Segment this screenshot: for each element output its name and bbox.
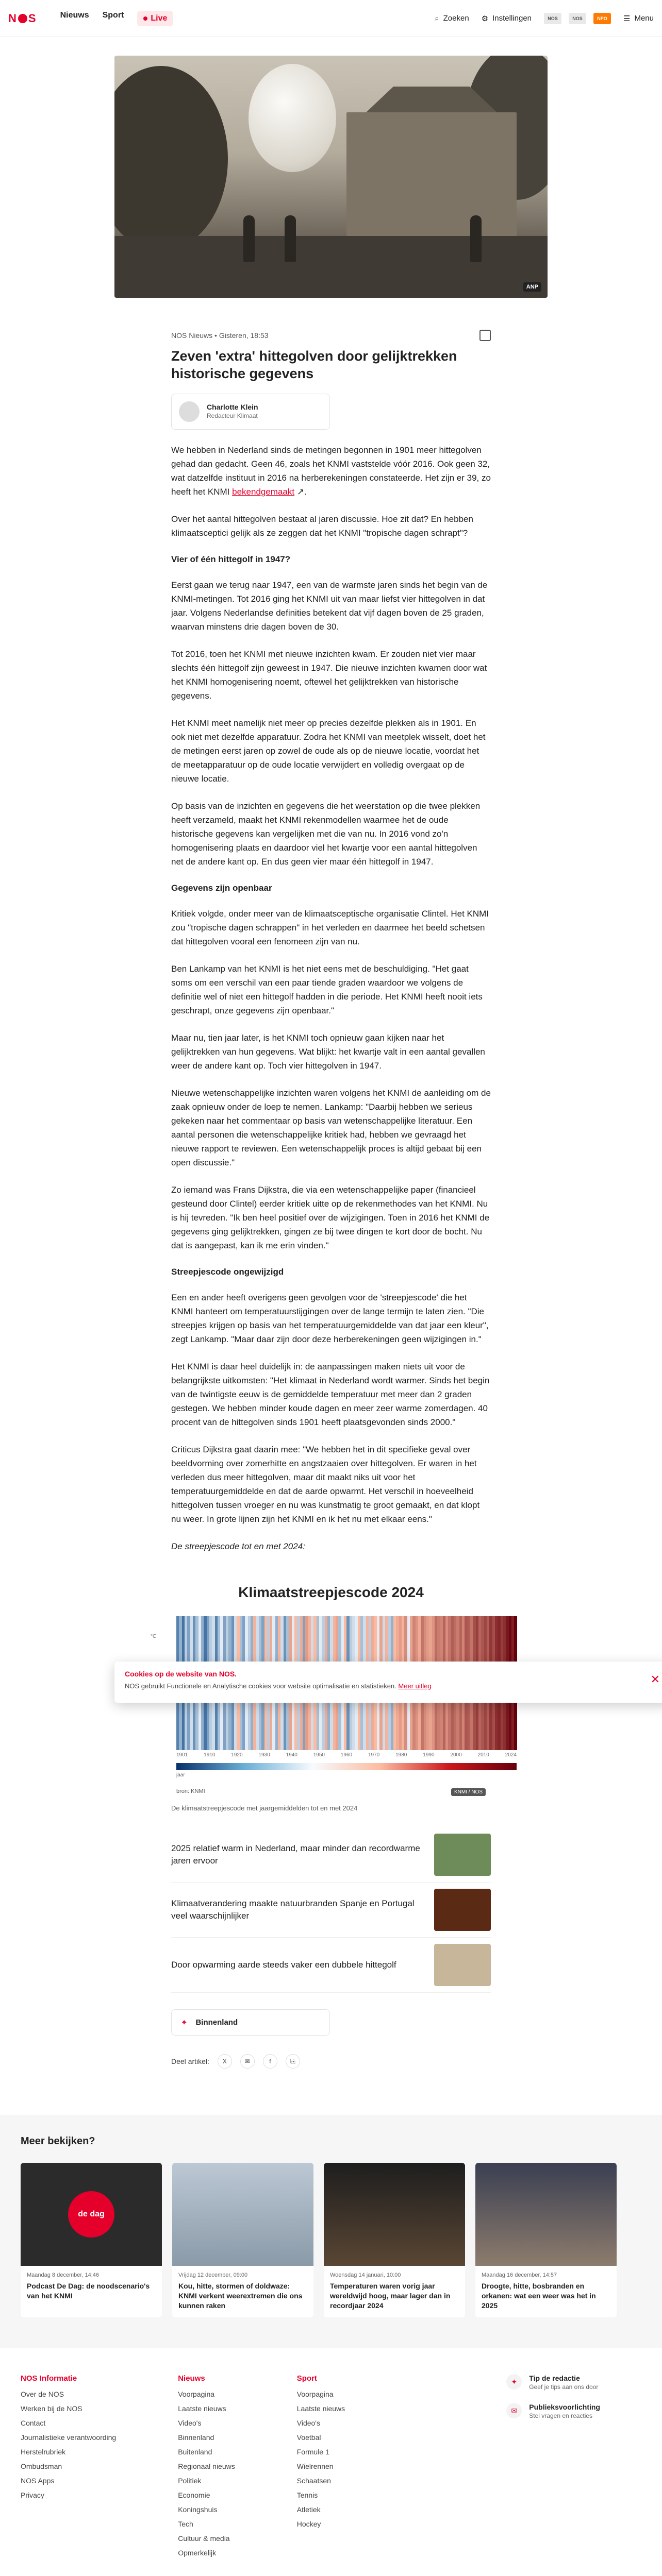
related-title: 2025 relatief warm in Nederland, maar minder dan recordwarme jaren ervoor: [171, 1843, 420, 1866]
subheading: Streepjescode ongewijzigd: [171, 1267, 284, 1277]
more-section: [0, 2115, 662, 2348]
site-footer: [0, 2348, 662, 2576]
more-card[interactable]: [172, 2163, 313, 2317]
menu-button[interactable]: ☰ Menu: [623, 14, 654, 23]
footer-link[interactable]: Video's: [178, 2419, 202, 2427]
chart-badge: KNMI / NOS: [451, 1788, 486, 1796]
paragraph: De streepjescode tot en met 2024:: [171, 1541, 305, 1551]
hero-photo: [114, 56, 548, 298]
footer-link[interactable]: Formule 1: [296, 2448, 329, 2456]
cookie-more-link[interactable]: Meer uitleg: [398, 1682, 432, 1690]
footer-link[interactable]: Werken bij de NOS: [21, 2404, 82, 2413]
cookie-text: NOS gebruikt Functionele en Analytische cookies voor website optimalisatie en statistieken.: [125, 1682, 396, 1690]
footer-link[interactable]: Ombudsman: [21, 2462, 62, 2470]
footer-link[interactable]: Laatste nieuws: [296, 2404, 345, 2413]
paragraph: Kritiek volgde, onder meer van de klimaatsceptische organisatie Clintel. Het KNMI zou "tropische dagen schrappen" in het verleden en daarmee het beeld schetsen dat hittegolven vooral een fenomeen zijn van nu.: [171, 909, 489, 946]
footer-link[interactable]: Binnenland: [178, 2433, 214, 2442]
paragraph: Zo iemand was Frans Dijkstra, die via een wetenschappelijke paper (financieel gesteund door Clintel) eerder kritiek uitte op de rekenmethodes van het KNMI. Nu is hij tevreden. "Ik ben heel positief over de wijzigingen. Toen in 2016 het KNMI de gegevens ging gelijktrekken, gingen ze bij twee dingen te kort door de bocht. Nu dat is aangepast, kan ik me erin vinden.": [171, 1185, 490, 1250]
footer-link[interactable]: Voorpagina: [296, 2390, 334, 2398]
color-legend: [176, 1763, 517, 1770]
nos-logo[interactable]: N S: [8, 11, 37, 25]
climate-stripes-chart: [114, 1584, 660, 1796]
ground-shape: [114, 236, 548, 298]
x-tick: 2010: [477, 1752, 489, 1758]
cookie-banner: [114, 1662, 662, 1703]
footer-column-title: Sport: [296, 2374, 317, 2383]
chart-caption: De klimaatstreepjescode met jaargemiddelden tot en met 2024: [171, 1804, 358, 1812]
gear-icon: ⚙: [481, 14, 489, 23]
footer-link[interactable]: Herstelrubriek: [21, 2448, 66, 2456]
card-title: Kou, hitte, stormen of doldwaze: KNMI verkent weerextremen die ons kunnen raken: [178, 2282, 303, 2310]
card-image: [324, 2163, 465, 2266]
paragraph: Een en ander heeft overigens geen gevolgen voor de 'streepjescode' die het KNMI hanteert om temperatuurstijgingen over de lange termijn te laten zien. "Die streepjes krijgen op basis van het temperatuurgemiddelde van dat jaar een kleur", zegt Lankamp. "Maar daar zijn door deze herberekeningen geen wijzigingen in.": [171, 1293, 489, 1344]
more-card[interactable]: [324, 2163, 465, 2317]
footer-link[interactable]: Voetbal: [296, 2433, 321, 2442]
chart-footer: [114, 1788, 548, 1796]
footer-link[interactable]: Video's: [296, 2419, 320, 2427]
footer-link[interactable]: Wielrennen: [296, 2462, 334, 2470]
footer-link[interactable]: NOS Apps: [21, 2477, 55, 2485]
card-title: Podcast De Dag: de noodscenario's van het KNMI: [27, 2282, 150, 2300]
publieksvoorlichting-link[interactable]: [506, 2403, 600, 2419]
footer-link[interactable]: Hockey: [296, 2520, 321, 2528]
email-share-icon[interactable]: ✉: [240, 2054, 255, 2069]
article-body: We hebben in Nederland sinds de metingen begonnen in 1901 meer hittegolven gehad dan gedacht. Geen 46, zoals het KNMI vaststelde vóór 2016. Ook geen 32, wat datzelfde instituut in 2016 na herberekeningen constateerde. Het zijn er 39, zo heeft het KNMI bekendgemaakt ↗. Over het aantal hittegolven bestaat al jaren discussie. Hoe zit dat? En hebben klimaatsceptici gelijk als ze zeggen dat het KNMI "tropische dagen schrapt"? Vier of één hittegolf in 1947? Eerst gaan we terug naar 1947, een van de warmste jaren sinds het begin van de KNMI-metingen. Tot 2016 ging het KNMI uit van maar liefst vier hittegolven in dat jaar. Volgens Nederlandse definities betekent dat vijf dagen boven de 25 graden, waarvan minstens drie dagen boven de 30. Tot 2016, toen het KNMI met nieuwe inzichten kwam. Er zouden niet vier maar slechts één hittegolf zijn geweest in 1947. Die nieuwe inzichten kwamen door wat het KNMI homogenisering noemt, oftewel het gelijktrekken van historische gegevens. Het KNMI meet namelijk niet meer op precies dezelfde plekken als in 1901. En ook niet met dezelfde apparatuur. Zodra het KNMI van meetplek wisselt, doet het de metingen eerst jaren op zowel de oude als op de nieuwe locatie, voordat het de meetapparatuur op de oude locatie verwijdert en volledig overgaat op de nieuwe locatie. Op basis van de inzichten en gegevens die het weerstation op die twee plekken heeft verzameld, maakt het KNMI rekenmodellen waarmee het de oude historische gegevens kan vergelijken met die van nu. In 2016 vond zo'n homogenisering plaats en daardoor viel het kwartje voor een aantal hittegolven net de andere kant op. En dus geen vier maar één hittegolf in 1947. Gegevens zijn openbaar Kritiek volgde, onder meer van de klimaatsceptische organisatie Clintel. Het KNMI zou "tropische dagen schrappen" in het verleden en daarmee het beeld schetsen dat hittegolven vooral een fenomeen zijn van nu. Ben Lankamp van het KNMI is het niet eens met de beschuldiging. "Het gaat soms om een verschil van een paar tiende graden waardoor we volgens de definitie wel of niet een hittegolf hadden in die periode. Het KNMI heeft nooit iets geschrapt, onze gegevens zijn openbaar." Maar nu, tien jaar later, is het KNMI toch opnieuw gaan kijken naar het gelijktrekken van hun gegevens. Wat blijkt: het kwartje valt in een aantal gevallen weer de andere kant op. Toch vier hittegolven in 1947. Nieuwe wetenschappelijke inzichten waren volgens het KNMI de aanleiding om de zaak opnieuw onder de loep te nemen. Lankamp: "Daarbij hebben we serieus gekeken naar het commentaar op basis van wetenschappelijke literatuur. Een aantal personen die wetenschappelijke kritiek had, hebben we gevraagd het nieuwe rapport te reviewen. Een wetenschappelijk proces is altijd gebaat bij een open discussie." Zo iemand was Frans Dijkstra, die via een wetenschappelijke paper (financieel gesteund door Clintel) eerder kritiek uitte op de rekenmethodes van het KNMI. Nu is hij tevreden. "Ik ben heel positief over de wijzigingen. Toen in 2016 het KNMI de gegevens ging gelijktrekken, gingen ze bij twee dingen te kort door de bocht. Nu dat is aangepast, kan ik me erin vinden." Streepjescode ongewijzigd Een en ander heeft overigens geen gevolgen voor de 'streepjescode' die het KNMI hanteert om temperatuurstijgingen over de lange termijn te laten zien. "Die streepjes krijgen op basis van het temperatuurgemiddelde van dat jaar een kleur", zegt Lankamp. "Maar daar zijn door deze herberekeningen geen wijzigingen in." Het KNMI is daar heel duidelijk in: de aanpassingen maken niets uit voor de belangrijkste uitkomsten: "Het klimaat in Nederland wordt warmer. Sinds het begin van de twintigste eeuw is de gemiddelde temperatuur met meer dan 2 graden gestegen. We hebben minder koude dagen en meer zeer warme zomerdagen. 40 procent van de hittegolven sinds 1901 heeft plaatsgevonden sinds 2000." Criticus Dijkstra gaat daarin mee: "We hebben het in dit specifieke geval over beeldvorming over zomerhitte en angstzaaien over hittegolven. Er waren in het verleden dus meer hittegolven, maar dit maakt niks uit voor het temperatuurgemiddelde en dat de aarde opwarmt. Het verschil in hoeveelheid hittegolven tussen vroeger en nu was kunstmatig te groot gemaakt, en dat klopt nu weer. In grote lijnen zijn het KNMI en ik het nu met elkaar eens." De streepjescode tot en met 2024:: [171, 443, 491, 1553]
footer-link[interactable]: Buitenland: [178, 2448, 212, 2456]
x-tick: 1910: [204, 1752, 216, 1758]
footer-link[interactable]: Voorpagina: [178, 2390, 215, 2398]
related-article[interactable]: [171, 1883, 491, 1938]
footer-link[interactable]: Privacy: [21, 2491, 44, 2499]
paragraph: Over het aantal hittegolven bestaat al jaren discussie. Hoe zit dat? En hebben klimaatsceptici gelijk als ze zeggen dat het KNMI "tropische dagen schrapt"?: [171, 514, 473, 538]
cookie-title: Cookies op de website van NOS.: [125, 1670, 237, 1678]
tip-title: Tip de redactie: [529, 2374, 580, 2382]
subheading: Gegevens zijn openbaar: [171, 883, 272, 893]
paragraph: Tot 2016, toen het KNMI met nieuwe inzichten kwam. Er zouden niet vier maar slechts één hittegolf zijn geweest in 1947. Die nieuwe inzichten kwamen door wat het KNMI homogenisering noemt, oftewel het gelijktrekken van historische gegevens.: [171, 649, 487, 701]
share-row: [171, 2054, 491, 2069]
pub-sub: Stel vragen en reacties: [529, 2412, 593, 2419]
x-tick: 1970: [368, 1752, 380, 1758]
related-title: Door opwarming aarde steeds vaker een dubbele hittegolf: [171, 1960, 396, 1970]
share-icon[interactable]: [479, 330, 491, 341]
tip-redactie-link[interactable]: [506, 2374, 600, 2391]
legend-ticks: [176, 1772, 517, 1778]
tip-sub: Geef je tips aan ons door: [529, 2383, 599, 2391]
card-image: [172, 2163, 313, 2266]
subheading: Vier of één hittegolf in 1947?: [171, 554, 291, 564]
tag-icon: ⌖: [182, 2018, 187, 2027]
footer-link[interactable]: Tech: [178, 2520, 193, 2528]
footer-link[interactable]: Tennis: [296, 2491, 318, 2499]
author-role: Redacteur Klimaat: [207, 412, 258, 419]
card-date: Woensdag 14 januari, 10:00: [330, 2272, 401, 2278]
footer-link[interactable]: Koningshuis: [178, 2505, 218, 2514]
author-name: Charlotte Klein: [207, 403, 258, 411]
x-tick: 1901: [176, 1752, 188, 1758]
bekendgemaakt-link[interactable]: bekendgemaakt: [232, 487, 295, 497]
footer-link[interactable]: Opmerkelijk: [178, 2549, 217, 2557]
settings-button[interactable]: ⚙ Instellingen: [481, 14, 532, 23]
paragraph: Nieuwe wetenschappelijke inzichten waren volgens het KNMI de aanleiding om de zaak opnieuw onder de loep te nemen. Lankamp: "Daarbij hebben we serieus gekeken naar het commentaar op basis van wetenschappelijke literatuur. Een aantal personen die wetenschappelijke kritiek had, hebben we gevraagd het nieuwe rapport te reviewen. Een wetenschappelijk proces is altijd gebaat bij een open discussie.": [171, 1088, 491, 1167]
chart-title: Klimaatstreepjescode 2024: [238, 1584, 424, 1600]
card-date: Vrijdag 12 december, 09:00: [178, 2272, 248, 2278]
card-date: Maandag 16 december, 14:57: [482, 2272, 557, 2278]
x-tick: 1930: [258, 1752, 270, 1758]
footer-link[interactable]: Contact: [21, 2419, 46, 2427]
paragraph: Het KNMI is daar heel duidelijk in: de aanpassingen maken niets uit voor de belangrijkste uitkomsten: "Het klimaat in Nederland wordt warmer. Sinds het begin van de twintigste eeuw is de gemiddelde temperatuur met meer dan 2 graden gestegen. We hebben minder koude dagen en meer zeer warme zomerdagen. 40 procent van de hittegolven sinds 1901 heeft plaatsgevonden sinds 2000.": [171, 1362, 490, 1427]
footer-column-title: Nieuws: [178, 2374, 205, 2383]
x-tick: 1950: [313, 1752, 325, 1758]
related-thumb: [434, 1944, 491, 1986]
related-articles: [171, 1827, 491, 2069]
x-tick: 2024: [505, 1752, 517, 1758]
y-axis-label: °C: [151, 1634, 157, 1639]
footer-link[interactable]: Economie: [178, 2491, 210, 2499]
search-button[interactable]: ⌕ Zoeken: [435, 14, 469, 23]
paragraph: Ben Lankamp van het KNMI is het niet eens met de beschuldiging. "Het gaat soms om een verschil van een paar tiende graden waardoor we volgens de definitie wel of niet een hittegolf hadden in die periode. Het KNMI heeft nooit iets geschrapt, onze gegevens zijn openbaar.": [171, 964, 483, 1015]
hamburger-icon: ☰: [623, 14, 631, 23]
weather-balloon: [249, 64, 336, 172]
footer-link[interactable]: Cultuur & media: [178, 2534, 230, 2543]
more-card[interactable]: [21, 2163, 162, 2317]
paragraph: Op basis van de inzichten en gegevens die het weerstation op die twee plekken heeft verzameld, maakt het KNMI rekenmodellen waarmee het de oude historische gegevens kan vergelijken met die van nu. In 2016 vond zo'n homogenisering plaats en daardoor viel het kwartje voor een aantal hittegolven net de andere kant op. En dus geen vier maar één hittegolf in 1947.: [171, 801, 481, 867]
brand-nos-jeugdjournaal[interactable]: NOS: [544, 13, 561, 24]
x-tick: 2000: [450, 1752, 462, 1758]
person-2: [285, 215, 296, 262]
author-card[interactable]: [171, 394, 330, 430]
tag-binnenland[interactable]: [171, 2009, 330, 2036]
nav-sport[interactable]: Sport: [102, 10, 124, 20]
brand-npo[interactable]: NPO: [593, 13, 611, 24]
footer-column-title: NOS Informatie: [21, 2374, 77, 2383]
card-date: Maandag 8 december, 14:46: [27, 2272, 100, 2278]
article-source: NOS Nieuws: [171, 331, 213, 340]
person-1: [243, 215, 255, 262]
paragraph: We hebben in Nederland sinds de metingen begonnen in 1901 meer hittegolven gehad dan gedacht. Geen 46, zoals het KNMI vaststelde vóór 2016. Ook geen 32, wat datzelfde instituut in 2016 na herberekeningen constateerde. Het zijn er 39, zo heeft het KNMI: [171, 445, 491, 497]
card-image: [21, 2163, 162, 2266]
related-article[interactable]: [171, 1938, 491, 1993]
x-tick: 1940: [286, 1752, 297, 1758]
nav-nieuws[interactable]: Nieuws: [60, 10, 89, 20]
related-title: Klimaatverandering maakte natuurbranden Spanje en Portugal veel waarschijnlijker: [171, 1899, 415, 1921]
podcast-badge: de dag: [68, 2191, 114, 2238]
x-tick: 1920: [231, 1752, 243, 1758]
house-shape: [346, 112, 517, 241]
search-icon: ⌕: [435, 14, 439, 23]
avatar: [179, 401, 200, 422]
more-card[interactable]: [475, 2163, 617, 2317]
footer-link[interactable]: Atletiek: [296, 2505, 321, 2514]
related-article[interactable]: [171, 1827, 491, 1883]
paragraph: Eerst gaan we terug naar 1947, een van de warmste jaren sinds het begin van de KNMI-metingen. Tot 2016 ging het KNMI uit van maar liefst vier hittegolven in dat jaar. Volgens Nederlandse definities betekent dat vijf dagen boven de 25 graden, waarvan minstens drie dagen boven de 30.: [171, 580, 488, 632]
x-axis: [176, 1752, 517, 1758]
paragraph: Het KNMI meet namelijk niet meer op precies dezelfde plekken als in 1901. En ook niet met dezelfde apparatuur. Zodra het KNMI van meetplek wisselt, doet het de metingen eerst jaren op zowel de oude als op de nieuwe locatie, voordat het de meetapparatuur op de oude locatie verwijdert en volledig overgaat op de nieuwe locatie.: [171, 718, 486, 784]
footer-column: [178, 2374, 235, 2557]
footer-link[interactable]: Schaatsen: [296, 2477, 331, 2485]
person-3: [470, 215, 482, 262]
footer-link[interactable]: Over de NOS: [21, 2390, 64, 2398]
live-dot-icon: [143, 16, 147, 21]
share-label: Deel artikel:: [171, 2057, 209, 2065]
facebook-share-icon[interactable]: f: [263, 2054, 277, 2069]
article-title: Zeven 'extra' hittegolven door gelijktrekken historische gegevens: [171, 348, 457, 381]
close-icon[interactable]: ✕: [650, 1673, 660, 1686]
footer-link[interactable]: Laatste nieuws: [178, 2404, 226, 2413]
paragraph: Maar nu, tien jaar later, is het KNMI toch opnieuw gaan kijken naar het gelijktrekken van hun gegevens. Wat blijkt: het kwartje valt in een aantal gevallen weer de andere kant op. Toch vier hittegolven in 1947.: [171, 1033, 485, 1071]
pub-title: Publieksvoorlichting: [529, 2403, 600, 2411]
footer-link[interactable]: Politiek: [178, 2477, 202, 2485]
card-title: Droogte, hitte, bosbranden en orkanen: wat een weer was het in 2025: [482, 2282, 596, 2310]
paragraph: Criticus Dijkstra gaat daarin mee: "We hebben het in dit specifieke geval over beeldvorming over zomerhitte en angstzaaien over hittegolven. Er waren in het verleden dus meer hittegolven, maar dit maakt niks uit voor het temperatuurgemiddelde en dat de aarde opwarmt. Het verschil in hoeveelheid hittegolven tussen vroeger en nu was kunstmatig te groot gemaakt, en dat klopt nu weer. In grote lijnen zijn het KNMI en ik het nu met elkaar eens.": [171, 1445, 480, 1524]
nav-live[interactable]: Live: [137, 11, 173, 26]
site-header: [0, 0, 662, 37]
chart-source: bron: KNMI: [176, 1788, 205, 1794]
brand-nos-stories[interactable]: NOS: [569, 13, 586, 24]
footer-column: [297, 2374, 345, 2557]
tag-label: Binnenland: [195, 2018, 238, 2027]
x-axis-label: jaar: [176, 1772, 185, 1778]
card-title: Temperaturen waren vorig jaar wereldwijd hoog, maar lager dan in recordjaar 2024: [330, 2282, 451, 2310]
x-tick: 1990: [423, 1752, 435, 1758]
x-tick: 1980: [395, 1752, 407, 1758]
footer-link[interactable]: Regionaal nieuws: [178, 2462, 235, 2470]
more-title: Meer bekijken?: [21, 2136, 95, 2147]
chat-icon: ✉: [506, 2403, 522, 2418]
photo-credit: ANP: [523, 282, 541, 292]
card-image: [475, 2163, 617, 2266]
article-date: Gisteren, 18:53: [219, 331, 269, 340]
x-share-icon[interactable]: X: [218, 2054, 232, 2069]
article-meta: NOS Nieuws • Gisteren, 18:53: [171, 330, 491, 341]
footer-column: [21, 2374, 116, 2557]
tree-shape: [114, 66, 228, 251]
lightbulb-icon: ✦: [506, 2374, 522, 2389]
related-thumb: [434, 1889, 491, 1931]
related-thumb: [434, 1834, 491, 1876]
footer-link[interactable]: Journalistieke verantwoording: [21, 2433, 117, 2442]
x-tick: 1960: [340, 1752, 353, 1758]
copy-link-icon[interactable]: ⎘: [286, 2054, 300, 2069]
